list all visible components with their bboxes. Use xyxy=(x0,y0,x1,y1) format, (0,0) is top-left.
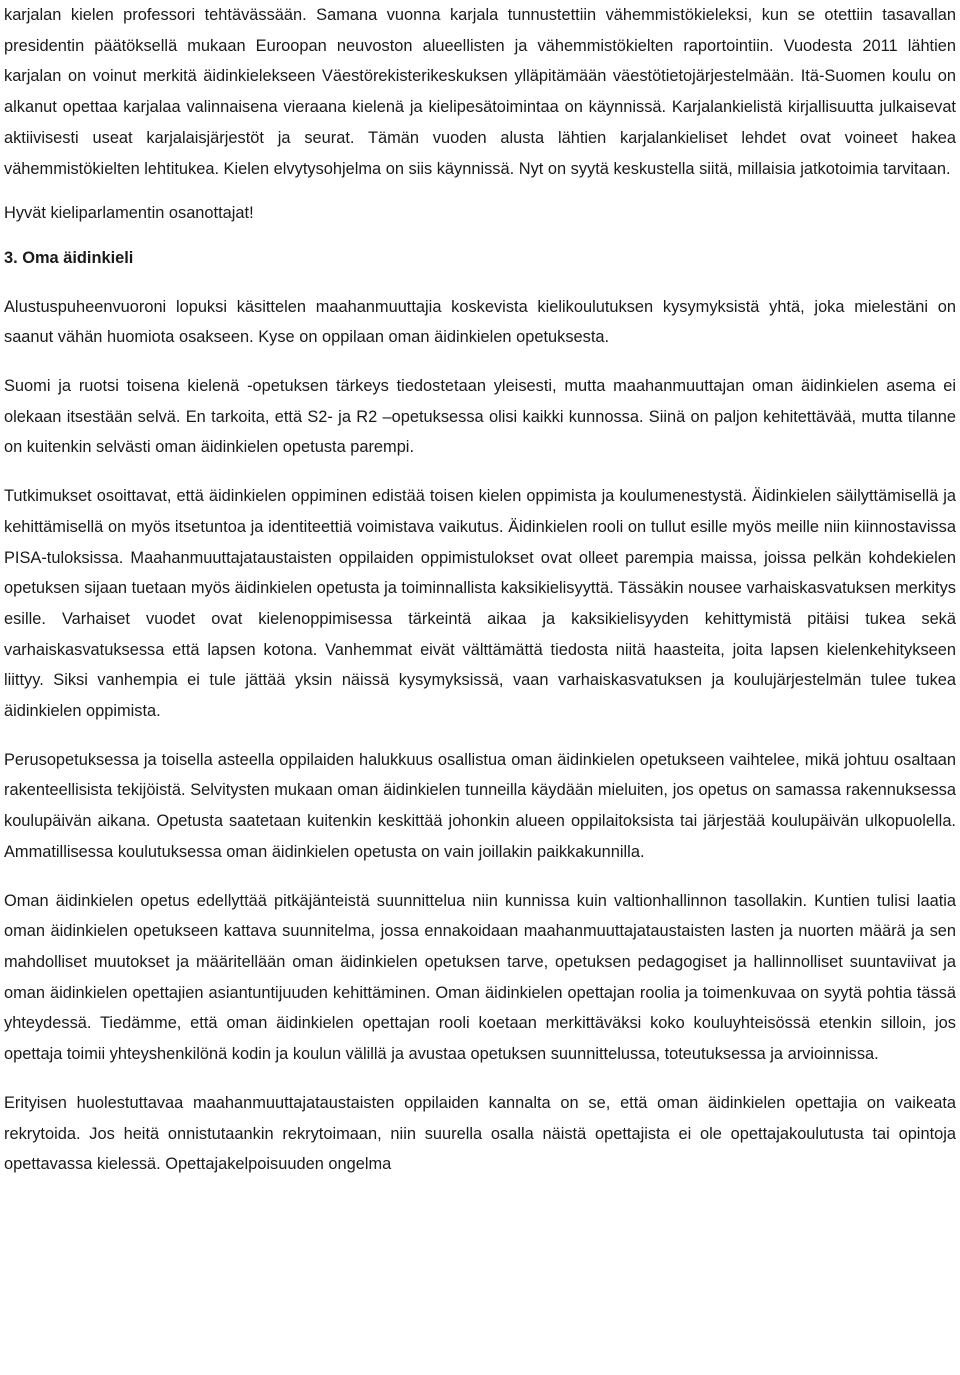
spacer xyxy=(4,868,960,886)
paragraph-1: Alustuspuheenvuoroni lopuksi käsittelen maahanmuuttajia koskevista kielikoulutuksen kysymyksistä yhtä, joka mielestäni on saanut vähän huomiota osakseen. Kyse on oppilaan oman äidinkielen opetuksesta. xyxy=(4,297,956,347)
spacer xyxy=(4,727,960,745)
spacer xyxy=(4,184,960,198)
spacer xyxy=(4,1070,960,1088)
paragraph-6: Erityisen huolestuttavaa maahanmuuttajataustaisten oppilaiden kannalta on se, että oman äidinkielen opettajia on vaikeata rekrytoida. Jos heitä onnistutaankin rekrytoimaan, niin suurella osalla näistä opettajista ei ole opettajakoulutusta tai opintoja opettavassa kielessä. Opettajakelpoisuuden ongelma xyxy=(4,1093,956,1174)
spacer xyxy=(4,353,960,371)
intro-paragraph: karjalan kielen professori tehtävässään. Samana vuonna karjala tunnustettiin vähemmistökieleksi, kun se otettiin tasavallan presidentin päätöksellä mukaan Euroopan neuvoston alueellisten ja vähemmistökielten raportointiin. Vuodesta 2011 lähtien karjalan on voinut merkitä äidinkielekseen Väestörekisterikeskuksen ylläpitämään väestötietojärjestelmään. Itä-Suomen koulu on alkanut opettaa karjalaa valinnaisena vieraana kielenä ja kielipesätoimintaa on käynnissä. Karjalankielistä kirjallisuutta julkaisevat aktiivisesti useat karjalaisjärjestöt ja seurat. Tämän vuoden alusta lähtien karjalankieliset lehdet ovat voineet hakea vähemmistökielten lehtitukea. Kielen elvytysohjelma on siis käynnissä. Nyt on syytä keskustella siitä, millaisia jatkotoimia tarvitaan. xyxy=(4,6,956,178)
greeting: Hyvät kieliparlamentin osanottajat! xyxy=(4,204,254,223)
section-heading: 3. Oma äidinkieli xyxy=(4,248,134,267)
paragraph-3: Tutkimukset osoittavat, että äidinkielen oppiminen edistää toisen kielen oppimista ja koulumenestystä. Äidinkielen säilyttämisellä ja kehittämisellä on myös itsetuntoa ja identiteettiä voimistava vaikutus. Äidinkielen rooli on tullut esille myös meille niin kiinnostavissa PISA-tuloksissa. Maahanmuuttajataustaisten oppilaiden oppimistulokset ovat olleet parempia maissa, joissa pelkän kohdekielen opetuksen sijaan tuetaan myös äidinkielen opetusta ja toiminnallista kaksikielisyyttä. Tässäkin nousee varhaiskasvatuksen merkitys esille. Varhaiset vuodet ovat kielenoppimisessa tärkeintä aikaa ja kaksikielisyyden kehittymistä pitäisi tukea sekä varhaiskasvatuksessa että lapsen kotona. Vanhemmat eivät välttämättä tiedosta niitä haasteita, joita lapsen kielenkehitykseen liittyy. Siksi vanhempia ei tule jättää yksin näissä kysymyksissä, vaan varhaiskasvatuksen ja koulujärjestelmän tulee tukea äidinkielen oppimista. xyxy=(4,487,956,721)
spacer xyxy=(4,229,960,243)
paragraph-2: Suomi ja ruotsi toisena kielenä -opetuksen tärkeys tiedostetaan yleisesti, mutta maahanmuuttajan oman äidinkielen asema ei olekaan itsestään selvä. En tarkoita, että S2- ja R2 –opetuksessa olisi kaikki kunnossa. Siinä on paljon kehitettävää, mutta tilanne on kuitenkin selvästi oman äidinkielen opetusta parempi. xyxy=(4,377,956,457)
paragraph-5: Oman äidinkielen opetus edellyttää pitkäjänteistä suunnittelua niin kunnissa kuin valtionhallinnon tasollakin. Kuntien tulisi laatia oman äidinkielen opetukseen kattava suunnitelma, jossa ennakoidaan maahanmuuttajataustaisten lasten ja nuorten määrä ja sen mahdolliset muutokset ja määritellään oman äidinkielen opetuksen tarve, opetuksen pedagogiset ja hallinnolliset suuntaviivat ja oman äidinkielen opettajien asiantuntijuuden kehittäminen. Oman äidinkielen opettajan roolia ja toimenkuvaa on syytä pohtia tässä yhteydessä. Tiedämme, että oman äidinkielen opettajan rooli koetaan merkittäväksi koko kouluyhteisössä etenkin silloin, jos opettaja toimii yhteyshenkilönä kodin ja koulun välillä ja avustaa opetuksen suunnittelussa, toteutuksessa ja arvioinnissa. xyxy=(4,891,956,1064)
spacer xyxy=(4,274,960,292)
spacer xyxy=(4,463,960,481)
paragraph-4: Perusopetuksessa ja toisella asteella oppilaiden halukkuus osallistua oman äidinkielen opetukseen vaihtelee, mikä johtuu osaltaan rakenteellisista tekijöistä. Selvitysten mukaan oman äidinkielen tunneilla käydään mieluiten, jos opetus on samassa rakennuksessa koulupäivän aikana. Opetusta saatetaan kuitenkin keskittää johonkin alueen oppilaitoksista tai järjestää koulupäivän ulkopuolella. Ammatillisessa koulutuksessa oman äidinkielen opetusta on vain joillakin paikkakunnilla. xyxy=(4,750,956,861)
